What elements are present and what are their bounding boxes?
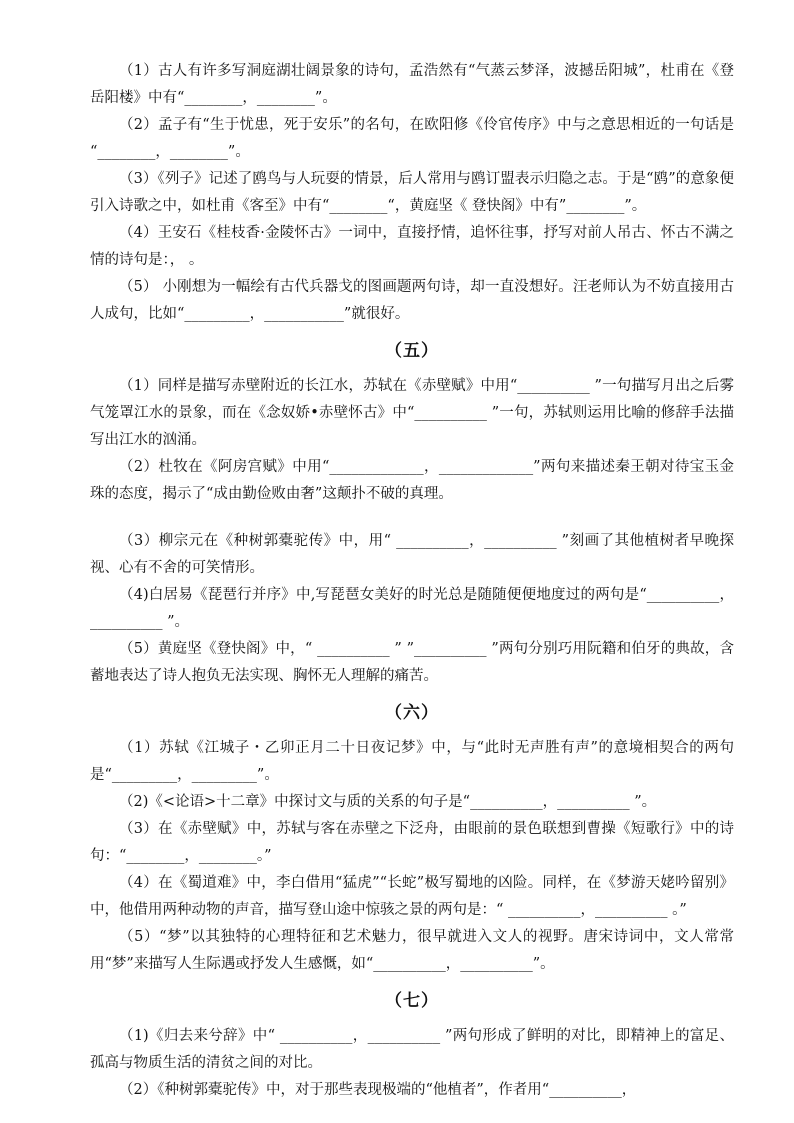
- question-item: （1）同样是描写赤壁附近的长江水，苏轼在《赤壁赋》中用“__________ ”一句描写月出之后雾气笼罩江水的景象，而在《念奴娇•赤壁怀古》中“__________ ”一句，苏轼则运用比喻的修辞手法描写出江水的汹涌。: [90, 378, 734, 448]
- blank-spacer: [90, 508, 734, 528]
- question-item: （5）“梦”以其独特的心理特征和艺术魅力，很早就进入文人的视野。唐宋诗词中，文人常常用“梦”来描写人生际遇或抒发人生感慨，如“__________，__________”。: [90, 929, 734, 972]
- question-item: （3）柳宗元在《种树郭橐驼传》中，用“ __________，__________ ”刻画了其他植树者早晚探 视、心有不舍的可笑情形。: [90, 533, 734, 576]
- question-group-5: [90, 373, 734, 690]
- question-item: （1）苏轼《江城子・乙卯正月二十日夜记梦》中，与“此时无声胜有声”的意境相契合的两句是“_________，_________”。: [90, 740, 734, 783]
- question-group-7: [90, 1023, 734, 1104]
- question-group-a: [90, 58, 734, 328]
- question-item: （2）杜牧在《阿房宫赋》中用“_____________，_____________”两句来描述秦王朝对待宝玉金珠的态度，揭示了“成由勤俭败由奢”这颠扑不破的真理。: [90, 459, 734, 502]
- question-item: （1)《归去来兮辞》中“ __________，__________ ”两句形成了鲜明的对比，即精神上的富足、孤高与物质生活的清贫之间的对比。: [90, 1028, 734, 1071]
- question-item: （2)《<论语>十二章》中探讨文与质的关系的句子是“__________，__________ ”。: [119, 794, 657, 810]
- question-item: （1）古人有许多写洞庭湖壮阔景象的诗句，孟浩然有“气蒸云梦泽，波撼岳阳城”，杜甫在《登岳阳楼》中有“________，________”。: [90, 63, 734, 106]
- worksheet-page: [90, 58, 734, 1104]
- question-item: （2）《种树郭橐驼传》中，对于那些表现极端的“他植者”，作者用“__________，: [119, 1082, 637, 1098]
- section-title-7: （七）: [385, 991, 439, 1011]
- section-title-5: （五）: [385, 341, 439, 361]
- question-item: （5） 小刚想为一幅绘有古代兵器戈的图画题两句诗，却一直没想好。汪老师认为不妨直接用古人成句，比如“_________，___________”就很好。: [90, 279, 734, 322]
- section-title-6: （六）: [385, 703, 439, 723]
- question-item: （4）王安石《桂枝香·金陵怀古》一词中，直接抒情，追怀往事，抒写对前人吊古、怀古不满之情的诗句是：， 。: [90, 225, 734, 268]
- question-item: （4）在《蜀道难》中，李白借用“猛虎”“长蛇”极写蜀地的凶险。同样，在《梦游天姥吟留别》中，他借用两种动物的声音，描写登山途中惊骇之景的两句是：“ __________，__________ 。”: [90, 875, 734, 918]
- question-item: （2）孟子有“生于忧患，死于安乐”的名句，在欧阳修《伶官传序》中与之意思相近的一句话是 “________，________”。: [90, 117, 734, 160]
- question-item: （5）黄庭坚《登快阁》中，“ __________ ” ”__________ ”两句分别巧用阮籍和伯牙的典故，含蓄地表达了诗人抱负无法实现、胸怀无人理解的痛苦。: [90, 641, 734, 684]
- question-item: （3）《列子》记述了鸥鸟与人玩耍的情景，后人常用与鸥订盟表示归隐之志。于是“鸥”的意象便引入诗歌之中，如杜甫《客至》中有“________“，黄庭坚《 登快阁》中有”________”。: [90, 171, 734, 214]
- question-item: （4)白居易《琵琶行并序》中,写琵琶女美好的时光总是随随便便地度过的两句是“__________，__________ ”。: [90, 587, 734, 630]
- question-group-6: [90, 735, 734, 978]
- question-item: （3）在《赤壁赋》中，苏轼与客在赤壁之下泛舟，由眼前的景色联想到曹操《短歌行》中的诗句：“________，________。”: [90, 821, 734, 864]
